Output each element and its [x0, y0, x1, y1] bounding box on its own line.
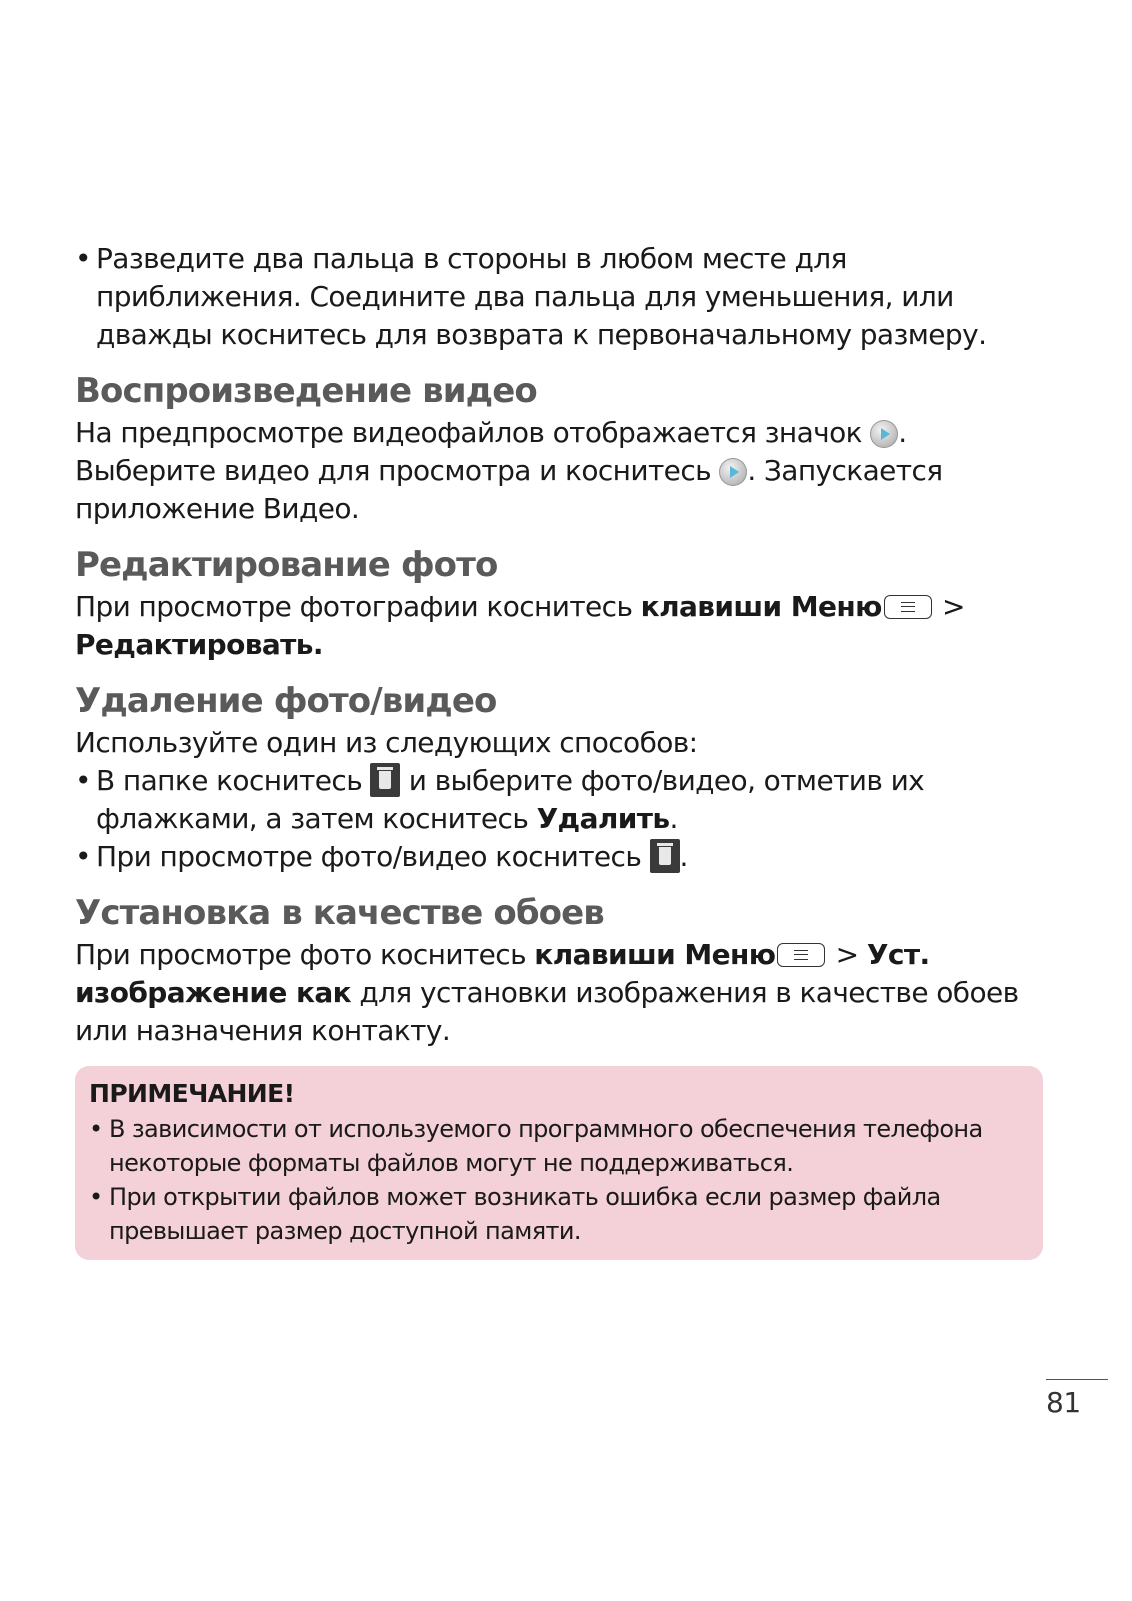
wallpaper-text-part: для установки изображения в качестве обоев или назначения контакту.	[75, 976, 1019, 1047]
page-content	[75, 240, 1055, 1260]
delete-option-label: Удалить	[536, 802, 670, 835]
delete-text-part: При просмотре фото/видео коснитесь	[96, 840, 650, 873]
edit-text-part: >	[933, 590, 965, 623]
list-item: • В зависимости от используемого программного обеспечения телефона некоторые форматы файлов могут не поддерживаться.	[89, 1112, 1027, 1180]
delete-heading: Удаление фото/видео	[75, 681, 497, 721]
delete-text-part: .	[679, 840, 688, 873]
wallpaper-section	[75, 892, 1055, 1050]
list-item	[75, 838, 1055, 876]
play-icon	[719, 458, 747, 486]
note-list	[89, 1112, 1027, 1248]
video-text	[75, 414, 1055, 528]
menu-key-label: клавиши Меню	[534, 938, 776, 971]
video-section	[75, 370, 1055, 528]
intro-bullet-text: Разведите два пальца в стороны в любом месте для приближения. Соедините два пальца для уменьшения, или дважды коснитесь для возврата к первоначальному размеру.	[96, 242, 987, 351]
trash-icon	[370, 763, 400, 797]
note-box	[75, 1066, 1043, 1260]
delete-intro: Используйте один из следующих способов:	[75, 726, 698, 759]
video-text-part: . Выберите видео для просмотра и коснитесь	[75, 416, 907, 487]
video-text-part: На предпросмотре видеофайлов отображается значок	[75, 416, 871, 449]
page-number: 81	[1046, 1386, 1081, 1419]
delete-text-part: В папке коснитесь	[96, 764, 371, 797]
video-text-part: . Запускается приложение Видео.	[75, 454, 943, 525]
list-item	[75, 240, 1055, 354]
wallpaper-heading: Установка в качестве обоев	[75, 893, 604, 933]
menu-key-icon	[777, 943, 825, 967]
delete-text-part: и выберите фото/видео, отметив их флажками, а затем коснитесь	[96, 764, 925, 835]
trash-icon	[650, 839, 680, 873]
delete-text-part: .	[669, 802, 678, 835]
menu-key-icon	[884, 595, 932, 619]
edit-section	[75, 544, 1055, 664]
edit-text-part: При просмотре фотографии коснитесь	[75, 590, 641, 623]
edit-option-label: Редактировать.	[75, 628, 323, 661]
video-heading: Воспроизведение видео	[75, 371, 537, 411]
delete-list	[75, 762, 1055, 876]
edit-text	[75, 588, 1055, 664]
wallpaper-text-part: >	[827, 938, 867, 971]
edit-heading: Редактирование фото	[75, 545, 498, 585]
delete-section	[75, 680, 1055, 876]
wallpaper-text	[75, 936, 1055, 1050]
list-item: • При открытии файлов может возникать ошибка если размер файла превышает размер доступной памяти.	[89, 1180, 1027, 1248]
wallpaper-text-part: При просмотре фото коснитесь	[75, 938, 535, 971]
page-number-rule	[1046, 1379, 1108, 1380]
wallpaper-option-label: Уст. изображение как	[75, 938, 930, 1009]
list-item	[75, 762, 1055, 838]
menu-key-label: клавиши Меню	[640, 590, 882, 623]
play-icon	[870, 420, 898, 448]
intro-list	[75, 240, 1055, 354]
note-title: ПРИМЕЧАНИЕ!	[89, 1079, 295, 1108]
